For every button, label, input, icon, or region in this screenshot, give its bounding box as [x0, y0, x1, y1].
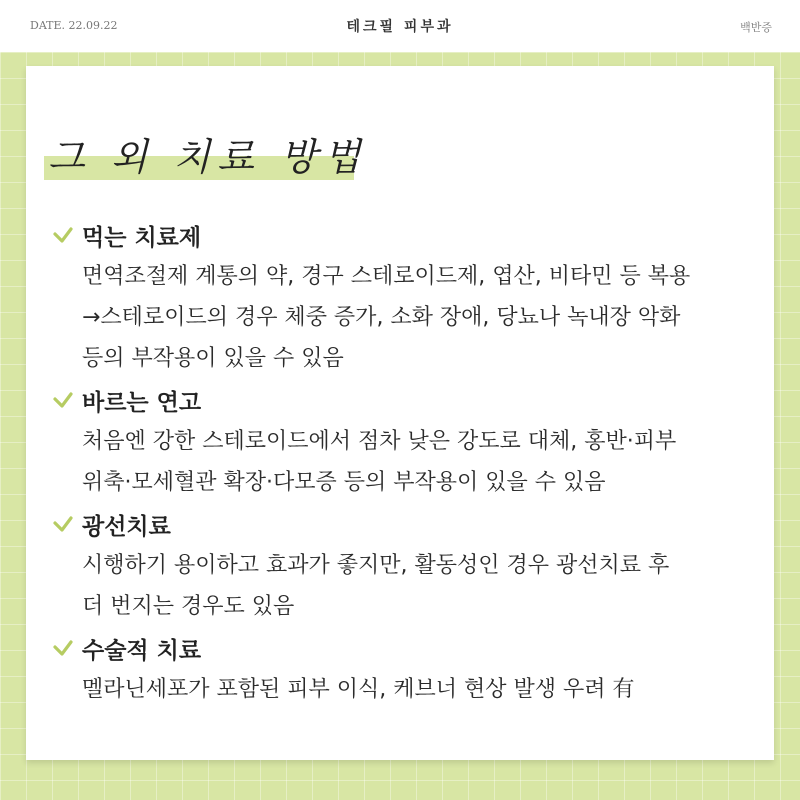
section-text-line: 더 번지는 경우도 있음 [82, 594, 295, 619]
section-oral-medication [52, 214, 762, 379]
section-text-line: 면역조절제 계통의 약, 경구 스테로이드제, 엽산, 비타민 등 복용 [82, 264, 691, 289]
section-header [52, 627, 762, 669]
section-title: 수술적 치료 [82, 637, 202, 664]
section-title: 먹는 치료제 [82, 224, 202, 251]
section-phototherapy [52, 503, 762, 627]
section-text-line: 위축·모세혈관 확장·다모증 등의 부작용이 있을 수 있음 [82, 470, 606, 495]
section-text-line: 멜라닌세포가 포함된 피부 이식, 케브너 현상 발생 우려 有 [82, 677, 635, 702]
section-title: 바르는 연고 [82, 389, 202, 416]
section-list [52, 214, 762, 710]
section-topical-ointment [52, 379, 762, 503]
content-card [26, 66, 774, 760]
section-header [52, 214, 762, 256]
date-label: DATE. 22.09.22 [30, 19, 118, 32]
section-header [52, 503, 762, 545]
top-bar [0, 0, 800, 52]
check-icon [52, 389, 74, 411]
section-text-line: →스테로이드의 경우 체중 증가, 소화 장애, 당뇨나 녹내장 악화 [82, 305, 681, 330]
section-text-line: 처음엔 강한 스테로이드에서 점차 낮은 강도로 대체, 홍반·피부 [82, 429, 677, 454]
topic-label: 백반증 [740, 21, 772, 34]
section-header [52, 379, 762, 421]
section-surgical-treatment [52, 627, 762, 710]
section-title: 광선치료 [82, 513, 171, 540]
clinic-title: 테크필 피부과 [346, 19, 454, 35]
section-text-line: 시행하기 용이하고 효과가 좋지만, 활동성인 경우 광선치료 후 [82, 553, 670, 578]
check-icon [52, 224, 74, 246]
page-heading: 그 외 치료 방법 [48, 135, 368, 179]
check-icon [52, 513, 74, 535]
heading-block [44, 122, 368, 192]
section-text-line: 등의 부작용이 있을 수 있음 [82, 346, 344, 371]
check-icon [52, 637, 74, 659]
